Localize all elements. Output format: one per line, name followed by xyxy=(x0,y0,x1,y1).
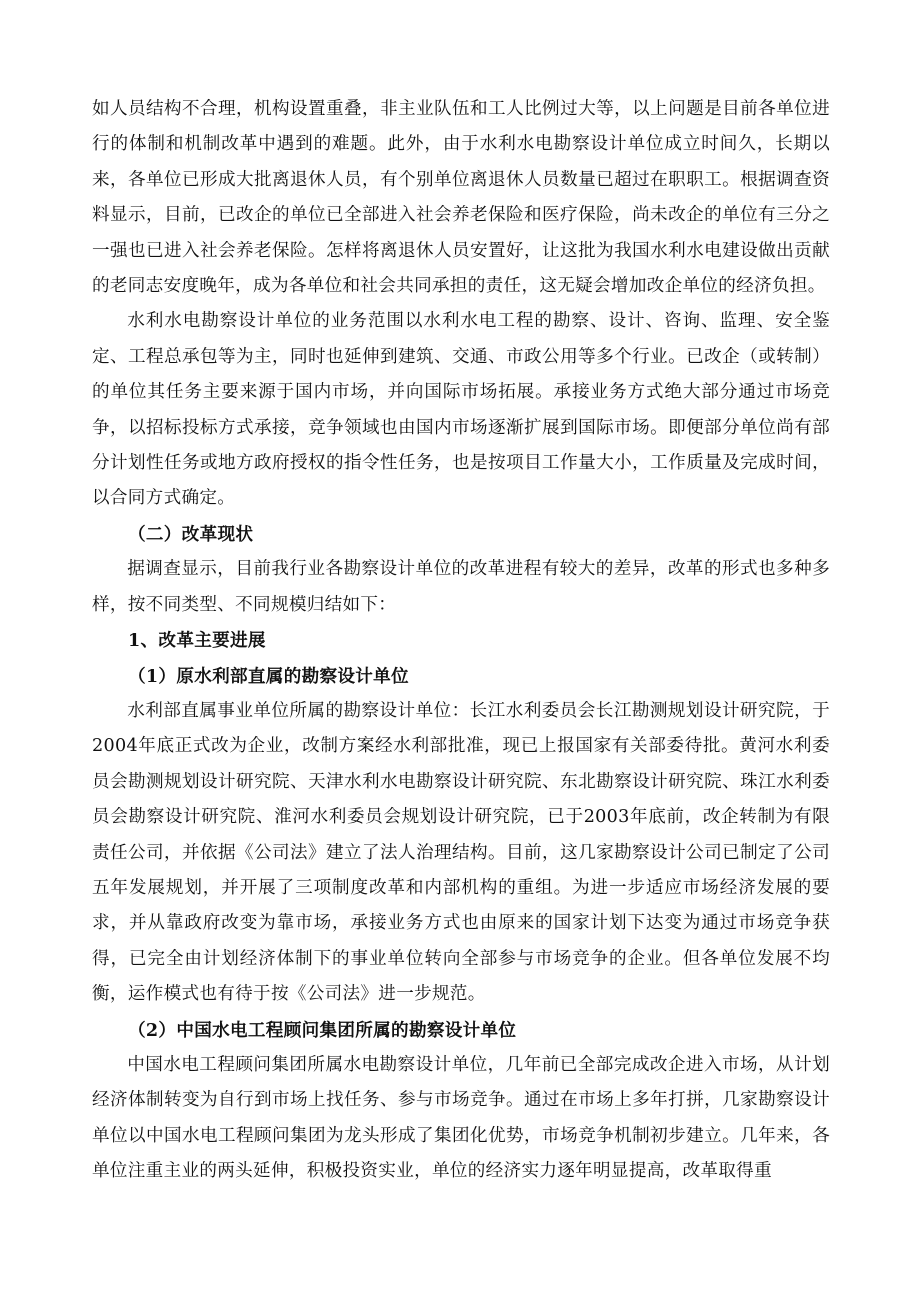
paragraph-business-scope: 水利水电勘察设计单位的业务范围以水利水电工程的勘察、设计、咨询、监理、安全鉴定、工程总承包等为主，同时也延伸到建筑、交通、市政公用等多个行业。已改企（或转制）的单位其任务主要来源于国内市场，并向国际市场拓展。承接业务方式绝大部分通过市场竞争，以招标投标方式承接，竞争领域也由国内市场逐渐扩展到国际市场。即便部分单位尚有部分计划性任务或地方政府授权的指令性任务，也是按项目工作量大小，工作质量及完成时间，以合同方式确定。 xyxy=(92,311,830,509)
paragraph-hydro-consulting-group: 中国水电工程顾问集团所属水电勘察设计单位，几年前已全部完成改企进入市场，从计划经济体制转变为自行到市场上找任务、参与市场竞争。通过在市场上多年打拼，几家勘察设计单位以中国水电工程顾问集团为龙头形成了集团化优势，市场竞争机制初步建立。几年来，各单位注重主业的两头延伸，积极投资实业，单位的经济实力逐年明显提高，改革取得重 xyxy=(92,1054,830,1182)
section-heading-reform-status: （二）改革现状 xyxy=(128,523,254,545)
paragraph-survey-intro: 据调查显示，目前我行业各勘察设计单位的改革进程有较大的差异，改革的形式也多种多样，按不同类型、不同规模归结如下： xyxy=(92,559,830,615)
paragraph-ministry-units: 水利部直属事业单位所属的勘察设计单位：长江水利委员会长江勘测规划设计研究院，于2004年底正式改为企业，改制方案经水利部批准，现已上报国家有关部委待批。黄河水利委员会勘测规划设计研究院、天津水利水电勘察设计研究院、东北勘察设计研究院、珠江水利委员会勘察设计研究院、淮河水利委员会规划设计研究院，已于2003年底前，改企转制为有限责任公司，并依据《公司法》建立了法人治理结构。目前，这几家勘察设计公司已制定了公司五年发展规划，并开展了三项制度改革和内部机构的重组。为进一步适应市场经济发展的要求，并从靠政府改变为靠市场，承接业务方式也由原来的国家计划下达变为通过市场竞争获得，已完全由计划经济体制下的事业单位转向全部参与市场竞争的企业。但各单位发展不均衡，运作模式也有待于按《公司法》进一步规范。 xyxy=(92,700,830,1005)
subheading-hydro-consulting-group: （2）中国水电工程顾问集团所属的勘察设计单位 xyxy=(128,1019,517,1041)
document-body xyxy=(92,92,830,1190)
subheading-reform-progress: 1、改革主要进展 xyxy=(128,630,266,652)
subheading-ministry-units: （1）原水利部直属的勘察设计单位 xyxy=(128,665,409,687)
paragraph-continuation: 如人员结构不合理，机构设置重叠，非主业队伍和工人比例过大等，以上问题是目前各单位进行的体制和机制改革中遇到的难题。此外，由于水利水电勘察设计单位成立时间久，长期以来，各单位已形成大批离退休人员，有个别单位离退休人员数量已超过在职职工。根据调查资料显示，目前，已改企的单位已全部进入社会养老保险和医疗保险，尚未改企的单位有三分之一强也已进入社会养老保险。怎样将离退休人员安置好，让这批为我国水利水电建设做出贡献的老同志安度晚年，成为各单位和社会共同承担的责任，这无疑会增加改企单位的经济负担。 xyxy=(92,99,830,297)
